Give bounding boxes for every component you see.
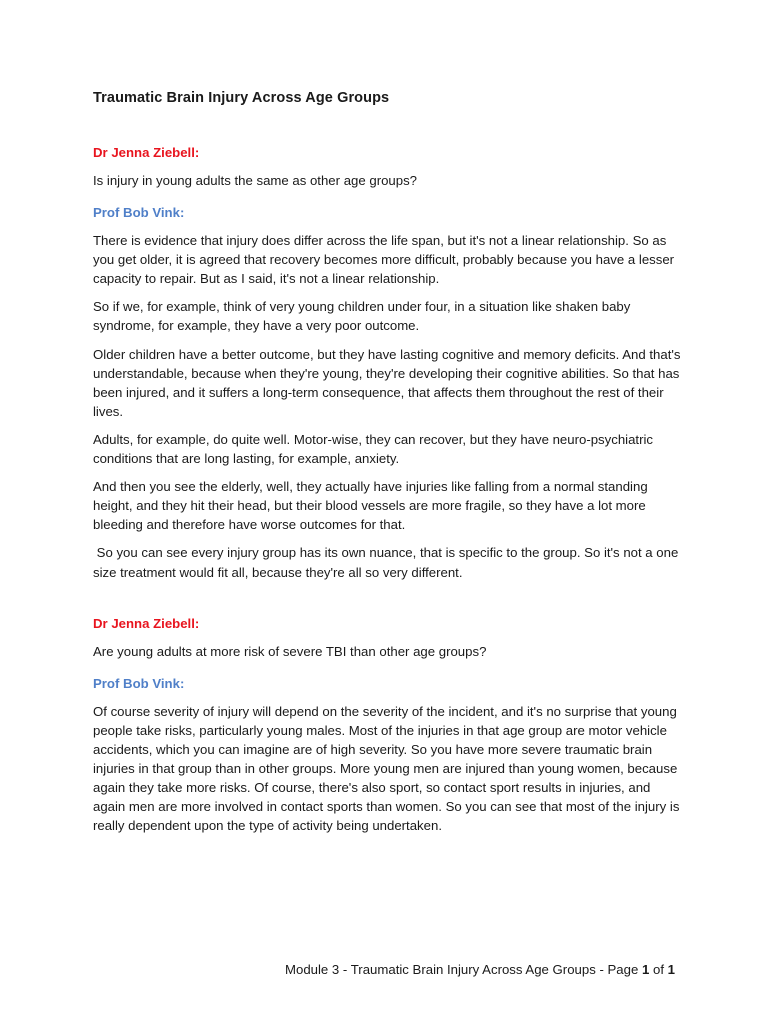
- page-footer: [285, 962, 675, 977]
- document-page: [93, 90, 683, 844]
- document-title: Traumatic Brain Injury Across Age Groups: [93, 90, 390, 106]
- interviewer-name: Dr Jenna Ziebell:: [93, 615, 200, 631]
- question-text: Are young adults at more risk of severe TBI than other age groups?: [93, 643, 487, 659]
- answer-paragraph: There is evidence that injury does differ across the life span, but it's not a linear relationship. So as you get older, it is agreed that recovery becomes more difficult, probably because you have a lesser capacity to repair. But as I said, it's not a linear relationship.: [93, 233, 675, 287]
- answer-paragraph: Adults, for example, do quite well. Motor-wise, they can recover, but they have neuro-psychiatric conditions that are long lasting, for example, anxiety.: [93, 431, 654, 467]
- answer-paragraph: So if we, for example, think of very young children under four, in a situation like shaken baby syndrome, for example, they have a very poor outcome.: [93, 299, 631, 334]
- qa-section-2: [93, 614, 683, 836]
- question-text: Is injury in young adults the same as other age groups?: [93, 173, 418, 188]
- answer-paragraph: Of course severity of injury will depend on the severity of the incident, and it's no surprise that young people take risks, particularly young males. Most of the injuries in that age group are motor vehicle accidents, which you can imagine are of high severity. So you have more severe traumatic brain injuries in that group than in other groups. More young men are injured than young women, because again they take more risks. Of course, there's also sport, so contact sport results in injuries, and again men are more involved in contact sports than women. So you can see that most of the injury is really dependent upon the type of activity being undertaken.: [93, 703, 680, 834]
- footer-text: Module 3 - Traumatic Brain Injury Across Age Groups - Page: [285, 962, 642, 977]
- answer-paragraph: And then you see the elderly, well, they actually have injuries like falling from a normal standing height, and they hit their head, but their blood vessels are more fragile, so they have a lot more bleeding and therefore have worse outcomes for that.: [93, 479, 648, 533]
- section-spacer: [93, 591, 683, 614]
- footer-page-number: 1: [641, 962, 650, 977]
- respondent-name: Prof Bob Vink:: [93, 675, 185, 691]
- answer-paragraph: Older children have a better outcome, but they have lasting cognitive and memory deficits. And that's understandable, because when they're young, they're developing their cognitive abilities. So that has been injured, and it suffers a long-term consequence, that affects them throughout the rest of their lives.: [93, 346, 681, 419]
- answer-paragraph: So you can see every injury group has its own nuance, that is specific to the group. So it's not a one size treatment would fit all, because they're all so very different.: [93, 545, 682, 580]
- footer-of: of: [649, 962, 668, 977]
- footer-page-total: 1: [667, 962, 675, 977]
- qa-section-1: [93, 143, 683, 582]
- interviewer-name: Dr Jenna Ziebell:: [93, 145, 200, 160]
- respondent-name: Prof Bob Vink:: [93, 205, 185, 221]
